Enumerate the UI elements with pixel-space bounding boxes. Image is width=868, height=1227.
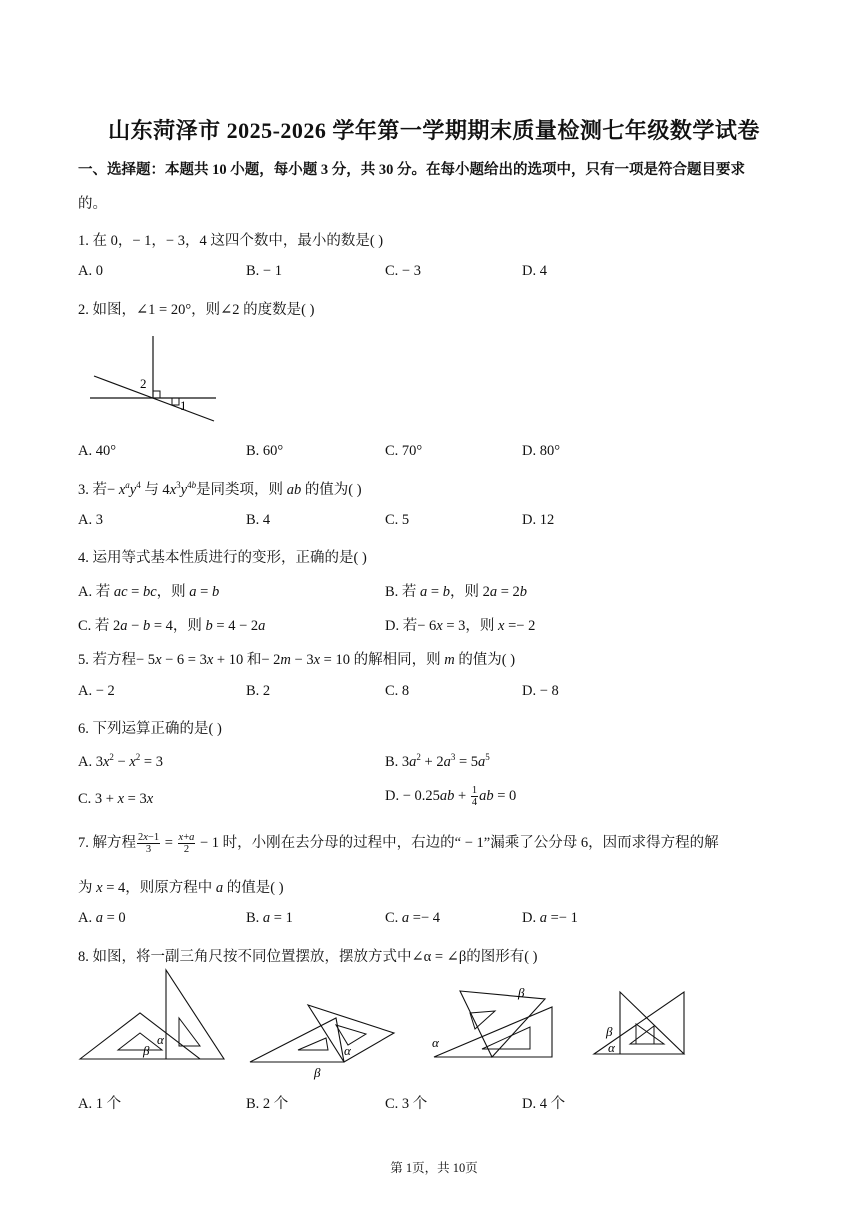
q8-figure-1: [78, 968, 228, 1064]
q5-option-b: B. 2: [246, 683, 271, 699]
q2-angle2-label: 2: [140, 376, 147, 391]
q8-figure-2: [248, 995, 400, 1083]
q4-option-a: A. 若 ac = bc，则 a = b: [78, 584, 220, 600]
q1-option-d: D. 4: [522, 263, 547, 279]
question-7-stem: 7. 解方程 $\frac{2x-1}{3}$ = $\frac{x+a}{2}$ − 1 时，小刚在去分母的过程中，右边的“ − 1”漏乘了公分母 6，因而求得方程的解: [78, 832, 719, 856]
q4-option-d: D. 若− 6x = 3，则 x =− 2: [385, 618, 536, 634]
question-5-stem: 5. 若方程− 5x − 6 = 3x + 10 和− 2m − 3x = 10 的解相同，则 m 的值为( ): [78, 652, 516, 668]
q2-option-b: B. 60°: [246, 443, 284, 459]
exam-title: 山东菏泽市 2025-2026 学年第一学期期末质量检测七年级数学试卷: [108, 118, 760, 143]
question-8-stem: 8. 如图，将一副三角尺按不同位置摆放，摆放方式中∠α = ∠β的图形有( ): [78, 949, 538, 965]
question-7-line2: 为 x = 4，则原方程中 a 的值是( ): [78, 880, 284, 896]
q8-option-d: D. 4 个: [522, 1096, 566, 1112]
q5-option-d: D. − 8: [522, 683, 559, 699]
q7-option-d: D. a =− 1: [522, 910, 578, 926]
q3-option-c: C. 5: [385, 512, 410, 528]
q2-figure: [86, 334, 221, 429]
question-2-stem: 2. 如图，∠1 = 20°，则∠2 的度数是( ): [78, 302, 315, 318]
q2-option-a: A. 40°: [78, 443, 117, 459]
q8-fig3-alpha: α: [432, 1035, 439, 1050]
section-heading: 一、选择题：本题共 10 小题，每小题 3 分，共 30 分。在每小题给出的选项中，只有一项是符合题目要求: [78, 162, 745, 178]
q8-fig4-beta: β: [606, 1024, 613, 1039]
q8-option-b: B. 2 个: [246, 1096, 289, 1112]
question-3-stem: 3. 若− $x^ay^4$ 与 $4x^3y^{4b}$是同类项，则 ab 的值为( ): [78, 480, 362, 498]
q3-option-b: B. 4: [246, 512, 271, 528]
q8-fig2-alpha: α: [344, 1043, 351, 1058]
q5-option-c: C. 8: [385, 683, 410, 699]
page-footer: 第 1页，共 10页: [390, 1161, 478, 1175]
q1-option-a: A. 0: [78, 263, 103, 279]
q7-option-b: B. a = 1: [246, 910, 293, 926]
q8-fig4-alpha: α: [608, 1040, 615, 1055]
q8-fig2-beta: β: [314, 1065, 321, 1080]
q6-option-a: A. $3x^2 - x^2 = 3$: [78, 752, 163, 770]
q3-option-a: A. 3: [78, 512, 103, 528]
question-1-stem: 1. 在 0，− 1，− 3，4 这四个数中，最小的数是( ): [78, 233, 384, 249]
q3-option-d: D. 12: [522, 512, 555, 528]
question-4-stem: 4. 运用等式基本性质进行的变形，正确的是( ): [78, 550, 367, 566]
q7-option-a: A. a = 0: [78, 910, 126, 926]
q8-fig1-beta: β: [143, 1043, 150, 1058]
q7-option-c: C. a =− 4: [385, 910, 441, 926]
q1-option-c: C. − 3: [385, 263, 421, 279]
q6-option-b: B. $3a^2 + 2a^3 = 5a^5$: [385, 752, 490, 770]
question-6-stem: 6. 下列运算正确的是( ): [78, 721, 222, 737]
q2-option-d: D. 80°: [522, 443, 561, 459]
q8-figure-4: [592, 988, 690, 1058]
q8-fig1-alpha: α: [157, 1032, 164, 1047]
q5-option-a: A. − 2: [78, 683, 115, 699]
q8-option-a: A. 1 个: [78, 1096, 122, 1112]
q1-option-b: B. − 1: [246, 263, 282, 279]
q8-figure-3: [430, 983, 580, 1059]
q4-option-b: B. 若 a = b，则 2a = 2b: [385, 584, 528, 600]
section-heading-cont: 的。: [78, 196, 107, 212]
q8-fig3-beta: β: [518, 985, 525, 1000]
q6-option-c: C. 3 + x = 3x: [78, 791, 154, 807]
q6-option-d: D. − 0.25ab + $\frac{1}{4}$ ab = 0: [385, 785, 517, 808]
q4-option-c: C. 若 2a − b = 4，则 b = 4 − 2a: [78, 618, 266, 634]
q2-angle1-label: 1: [180, 398, 187, 413]
q8-option-c: C. 3 个: [385, 1096, 428, 1112]
q2-option-c: C. 70°: [385, 443, 423, 459]
